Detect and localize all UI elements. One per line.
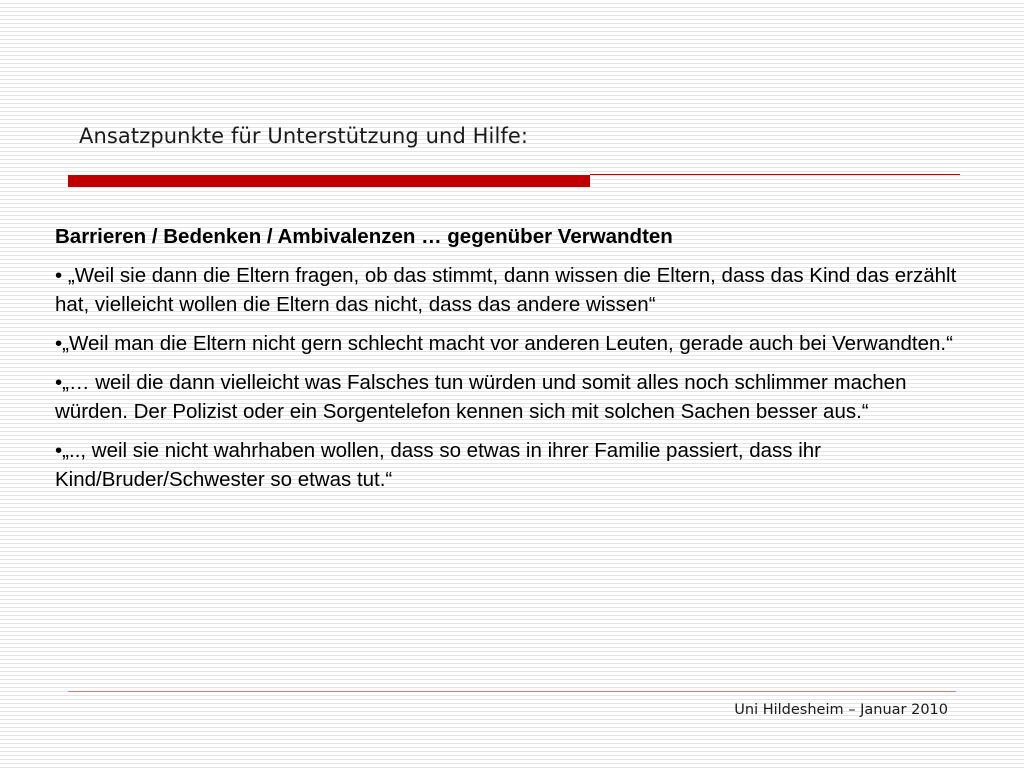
title-underline-rule: [590, 174, 960, 175]
title-underline-bar: [68, 175, 590, 187]
slide-title: Ansatzpunkte für Unterstützung und Hilfe:: [79, 124, 529, 148]
section-heading: Barrieren / Bedenken / Ambivalenzen … gegenüber Verwandten: [55, 225, 673, 248]
quote-bullet-3: •„… weil die dann vielleicht was Falsches tun würden und somit alles noch schlimmer machen würden. Der Polizist oder ein Sorgentelefon kennen sich mit solchen Sachen besser aus.“: [55, 371, 907, 423]
slide-body: [55, 222, 985, 504]
quote-bullet-4: •„.., weil sie nicht wahrhaben wollen, dass so etwas in ihrer Familie passiert, dass ihr Kind/Bruder/Schwester so etwas tut.“: [55, 439, 821, 491]
footer-text: Uni Hildesheim – Januar 2010: [734, 702, 948, 718]
quote-bullet-2: •„Weil man die Eltern nicht gern schlecht macht vor anderen Leuten, gerade auch bei Verwandten.“: [55, 332, 953, 355]
quote-bullet-1: • „Weil sie dann die Eltern fragen, ob das stimmt, dann wissen die Eltern, dass das Kind das erzählt hat, vielleicht wollen die Eltern das nicht, dass das andere wissen“: [55, 264, 957, 316]
footer-rule: [68, 691, 956, 692]
